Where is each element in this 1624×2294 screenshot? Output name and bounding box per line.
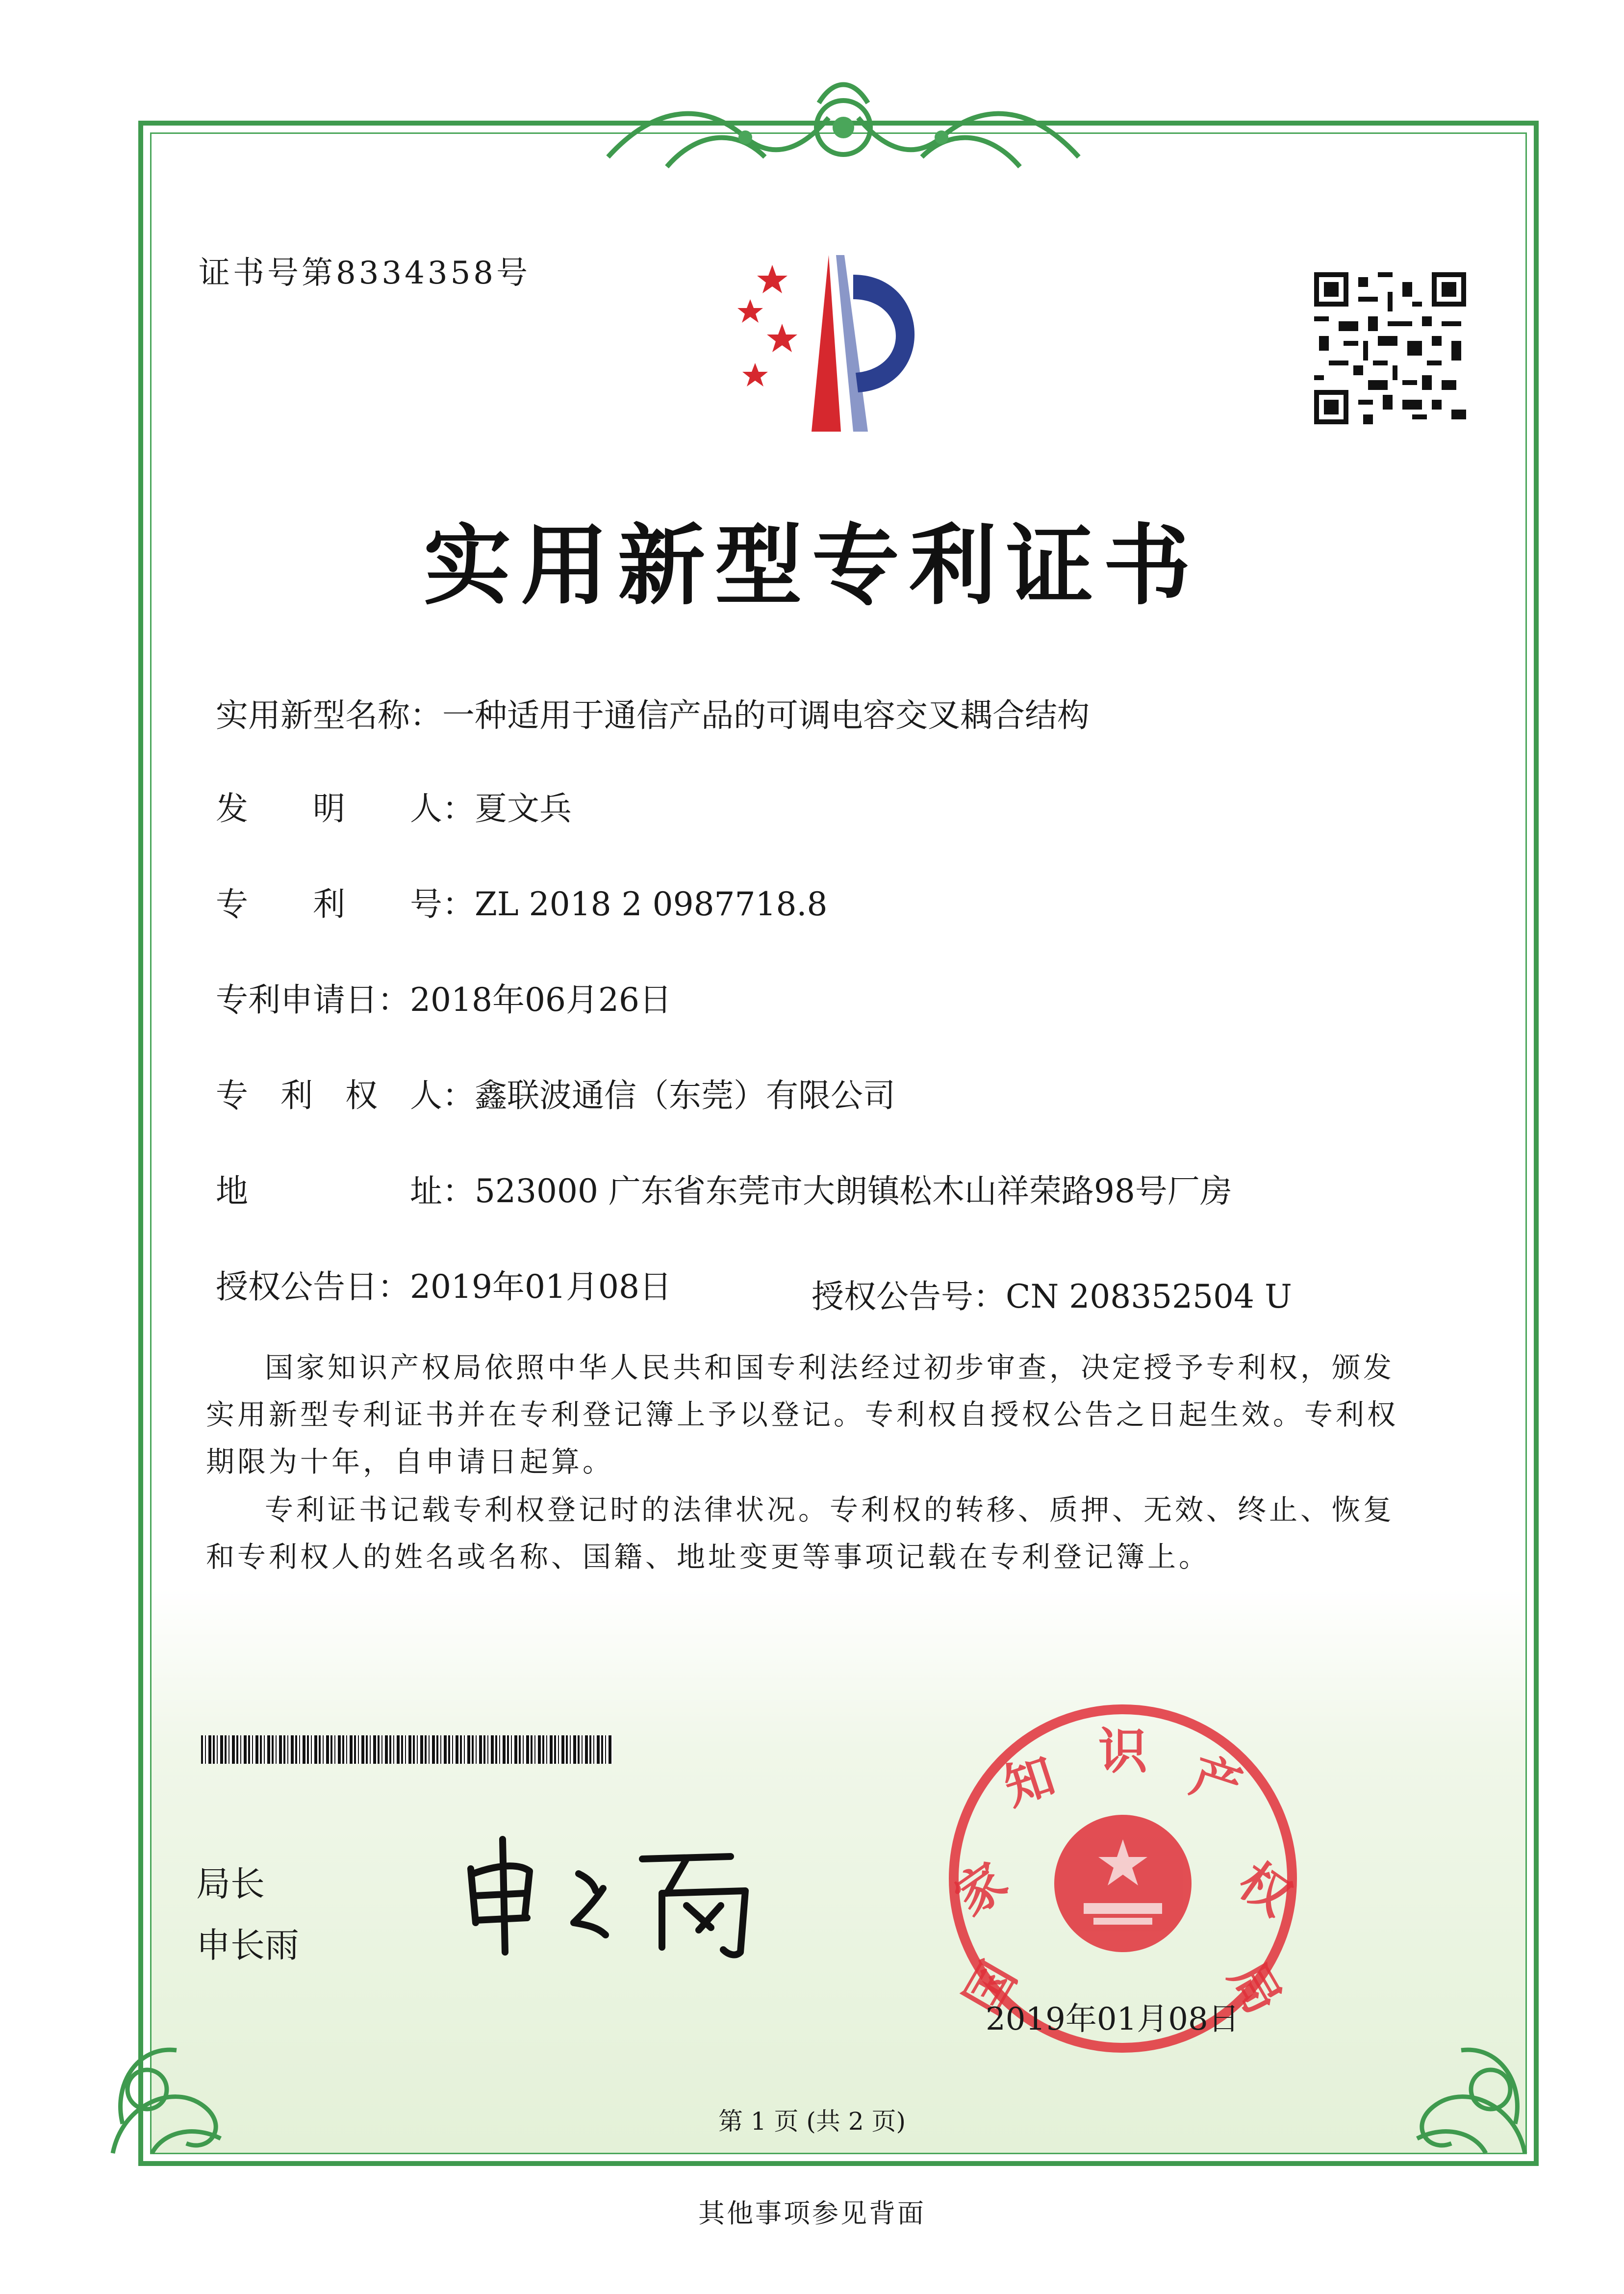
field-value: 一种适用于通信产品的可调电容交叉耦合结构 (442, 696, 1090, 734)
field-label: 地 址： (216, 1172, 475, 1210)
field-label: 授权公告日： (216, 1268, 410, 1306)
field-label: 专 利 号： (216, 885, 475, 923)
field-value: ZL 2018 2 0987718.8 (475, 885, 828, 923)
field-label: 发 明 人： (216, 790, 475, 827)
signatory-name: 申长雨 (196, 1925, 299, 1965)
seal-char: 权 (1228, 1852, 1302, 1927)
barcode (201, 1735, 613, 1764)
seal-char: 产 (1184, 1747, 1249, 1817)
field-inventor (216, 782, 572, 829)
seal-char: 局 (1218, 1952, 1293, 2024)
seal-char: 识 (1098, 1723, 1147, 1780)
patent-office-logo (706, 245, 961, 441)
field-label: 专 利 权 人： (216, 1077, 475, 1114)
footer-note: 其他事项参见背面 (698, 2198, 926, 2229)
seal-char: 知 (997, 1747, 1062, 1817)
field-application-date (216, 974, 672, 1020)
seal-date: 2019年01月08日 (986, 2001, 1240, 2037)
seal-char: 家 (944, 1852, 1017, 1927)
field-address (216, 1165, 1232, 1211)
top-ornament (598, 74, 1089, 191)
field-value: 鑫联波通信（东莞）有限公司 (475, 1077, 895, 1114)
field-label: 实用新型名称： (216, 696, 442, 734)
seal-char: 国 (953, 1952, 1028, 2024)
field-label: 专利申请日： (216, 981, 410, 1019)
field-utility-model-name (216, 689, 1090, 736)
certificate-number: 证书号第8334358号 (199, 255, 531, 291)
certificate-title: 实用新型专利证书 (424, 515, 1200, 617)
field-publication-number (812, 1270, 1292, 1317)
field-label: 授权公告号： (812, 1278, 1006, 1315)
field-patentee (216, 1069, 895, 1116)
field-grant-announcement-date (216, 1261, 672, 1307)
signatory-title: 局长 (196, 1864, 265, 1904)
handwritten-signature (456, 1825, 809, 1972)
field-value: 2019年01月08日 (410, 1268, 672, 1306)
page-number: 第 1 页 (共 2 页) (718, 2107, 906, 2136)
field-value: CN 208352504 U (1006, 1278, 1292, 1315)
field-value: 2018年06月26日 (410, 981, 672, 1019)
qr-code (1314, 272, 1466, 424)
field-value: 夏文兵 (475, 790, 572, 827)
field-patent-number (216, 878, 828, 925)
field-value: 523000 广东省东莞市大朗镇松木山祥荣路98号厂房 (475, 1172, 1232, 1210)
legal-status-paragraph: 专利证书记载专利权登记时的法律状况。专利权的转移、质押、无效、终止、恢复和专利权人的姓名或名称、国籍、地址变更等事项记载在专利登记簿上。 (206, 1493, 1395, 1573)
grant-paragraph: 国家知识产权局依照中华人民共和国专利法经过初步审查，决定授予专利权，颁发实用新型专利证书并在专利登记簿上予以登记。专利权自授权公告之日起生效。专利权期限为十年，自申请日起算。 (206, 1351, 1399, 1478)
